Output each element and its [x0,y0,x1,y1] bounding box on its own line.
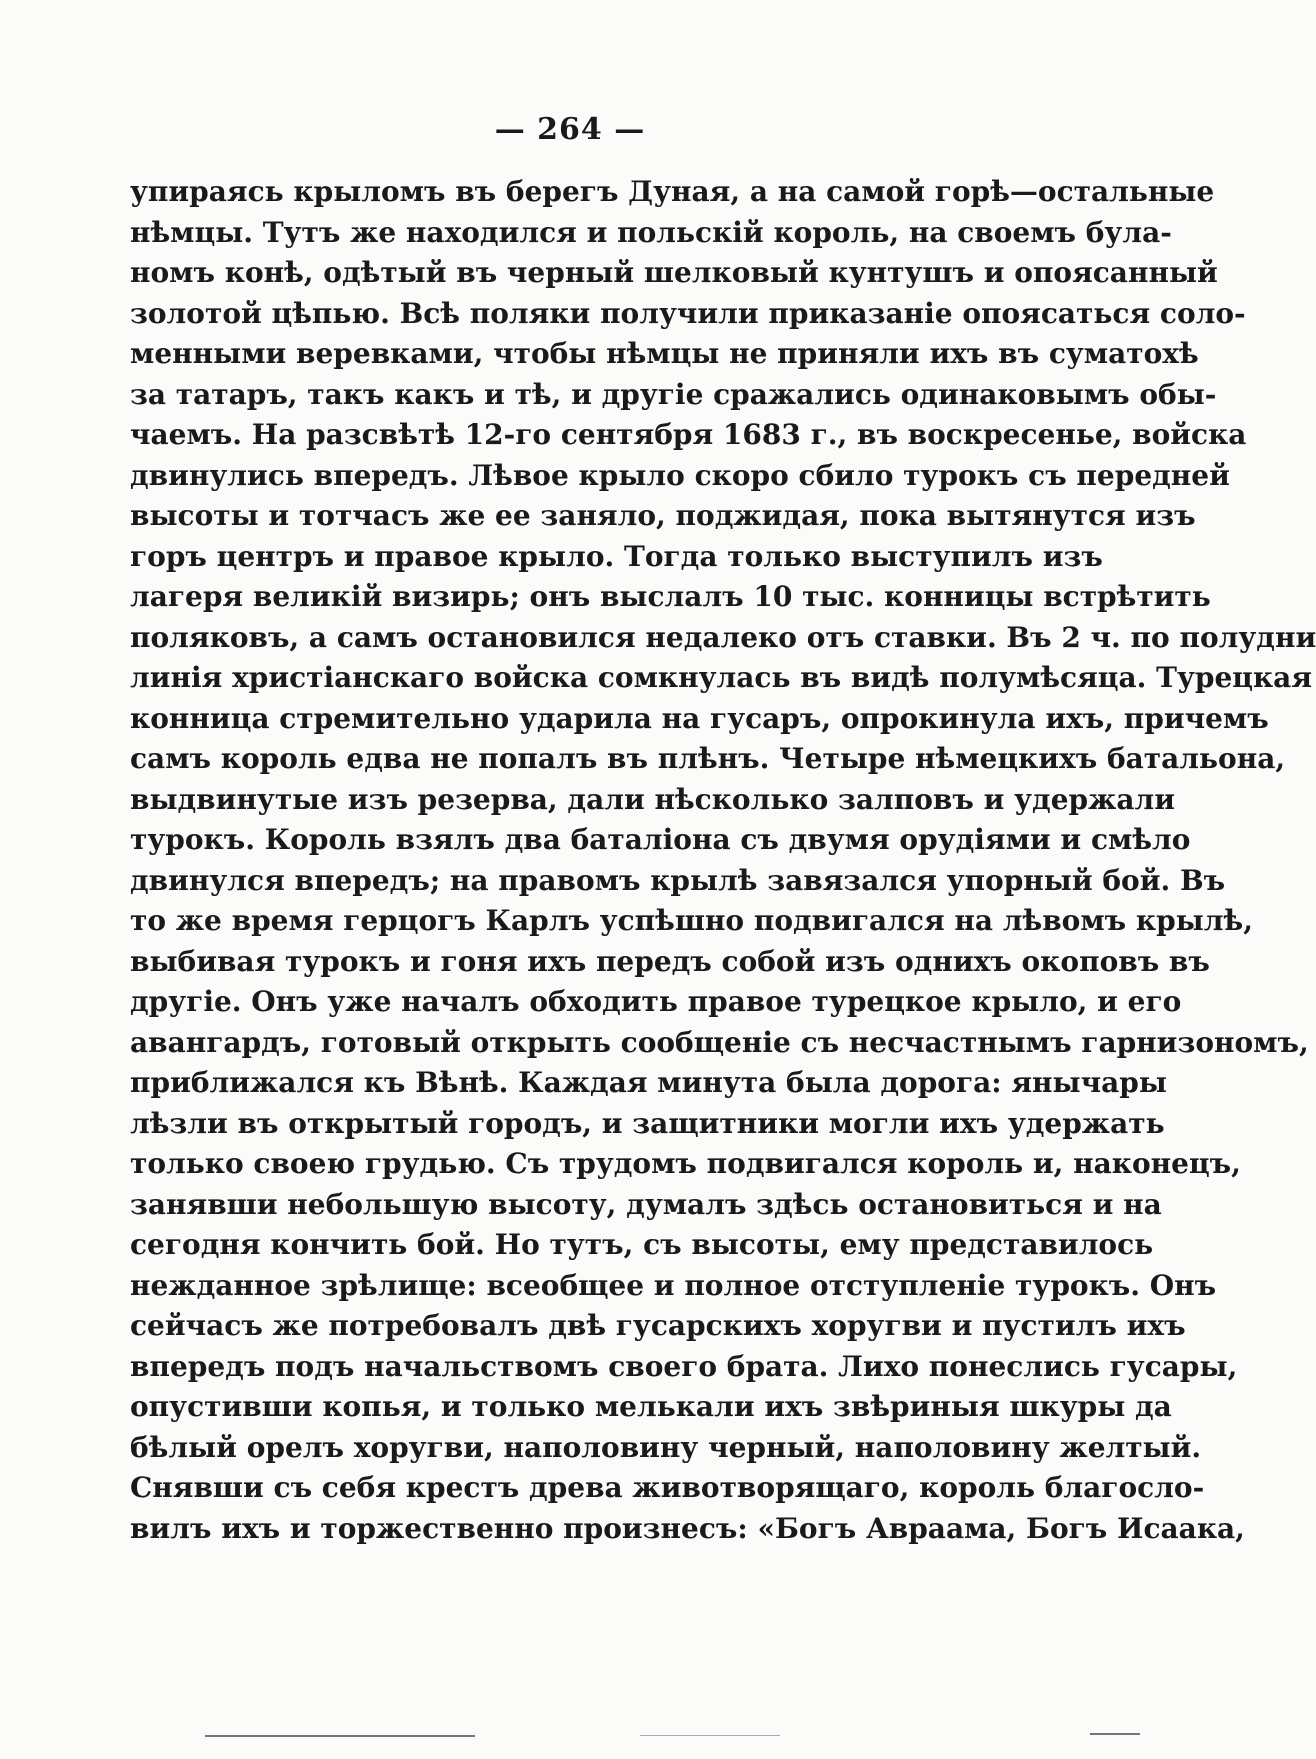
text-line: опустивши копья, и только мелькали ихъ звѣриныя шкуры да [130,1390,1172,1423]
text-line: выдвинутые изъ резерва, дали нѣсколько залповъ и удержали [130,782,1176,816]
text-line: двинулся впередъ; на правомъ крылѣ завязался упорный бой. Въ [130,863,1226,897]
text-line: самъ король едва не попалъ въ плѣнъ. Четыре нѣмецкихъ батальона, [130,742,1286,775]
text-line: другіе. Онъ уже началъ обходить правое турецкое крыло, и его [130,985,1182,1018]
text-line: двинулись впередъ. Лѣвое крыло скоро сбило турокъ съ передней [130,458,1230,492]
text-line: то же время герцогъ Карлъ успѣшно подвигался на лѣвомъ крылѣ, [130,904,1253,937]
text-line: горъ центръ и правое крыло. Тогда только выступилъ изъ [130,539,1103,573]
text-line: нежданное зрѣлище: всеобщее и полное отступленіе турокъ. Онъ [130,1268,1217,1302]
text-line: вилъ ихъ и торжественно произнесъ: «Богъ Авраама, Богъ Исаака, [130,1511,1245,1545]
text-line: приближался къ Вѣнѣ. Каждая минута была дорога: янычары [130,1066,1167,1099]
text-line: нѣмцы. Тутъ же находился и польскій король, на своемъ була- [130,215,1172,249]
text-line: конница стремительно ударила на гусаръ, опрокинула ихъ, причемъ [130,701,1269,735]
scan-edge-mark [640,1735,780,1736]
text-line: турокъ. Король взялъ два баталіона съ двумя орудіями и смѣло [130,823,1191,856]
body-text [130,172,1316,1549]
text-line: чаемъ. На разсвѣтѣ 12-го сентября 1683 г., въ воскресенье, войска [130,418,1247,451]
text-line: лагеря великій визирь; онъ выслалъ 10 тыс. конницы встрѣтить [130,580,1211,613]
page-number: — 264 — [494,112,646,147]
text-line: занявши небольшую высоту, думалъ здѣсь остановиться и на [130,1187,1162,1221]
text-line: линія христіанскаго войска сомкнулась въ видѣ полумѣсяца. Турецкая [130,661,1313,694]
text-line: сегодня кончить бой. Но тутъ, съ высоты, ему представилось [130,1228,1154,1261]
text-line: сейчасъ же потребовалъ двѣ гусарскихъ хоругви и пустилъ ихъ [130,1309,1186,1342]
text-line: за татаръ, такъ какъ и тѣ, и другіе сражались одинаковымъ обы- [130,377,1217,411]
text-line: бѣлый орелъ хоругви, наполовину черный, наполовину желтый. [130,1430,1202,1464]
text-line: лѣзли въ открытый городъ, и защитники могли ихъ удержать [130,1106,1165,1140]
text-line: выбивая турокъ и гоня ихъ передъ собой изъ однихъ окоповъ въ [130,944,1210,978]
text-line: упираясь крыломъ въ берегъ Дуная, а на самой горѣ—остальные [130,175,1215,208]
text-line: только своею грудью. Съ трудомъ подвигался король и, наконецъ, [130,1147,1241,1180]
text-line: поляковъ, а самъ остановился недалеко отъ ставки. Въ 2 ч. по полудни [130,620,1316,654]
text-line: номъ конѣ, одѣтый въ черный шелковый кунтушъ и опоясанный [130,256,1218,289]
text-line: менными веревками, чтобы нѣмцы не приняли ихъ въ суматохѣ [130,337,1199,370]
text-line: Снявши съ себя крестъ древа животворящаго, король благосло- [130,1471,1205,1504]
text-line: золотой цѣпью. Всѣ поляки получили приказаніе опоясаться соло- [130,296,1246,330]
scan-edge-mark [1090,1733,1140,1735]
text-line: авангардъ, готовый открыть сообщеніе съ несчастнымъ гарнизономъ, [130,1025,1309,1059]
scan-edge-mark [205,1735,475,1737]
text-line: высоты и тотчасъ же ее заняло, поджидая, пока вытянутся изъ [130,499,1196,532]
text-line: впередъ подъ начальствомъ своего брата. Лихо понеслись гусары, [130,1349,1238,1383]
